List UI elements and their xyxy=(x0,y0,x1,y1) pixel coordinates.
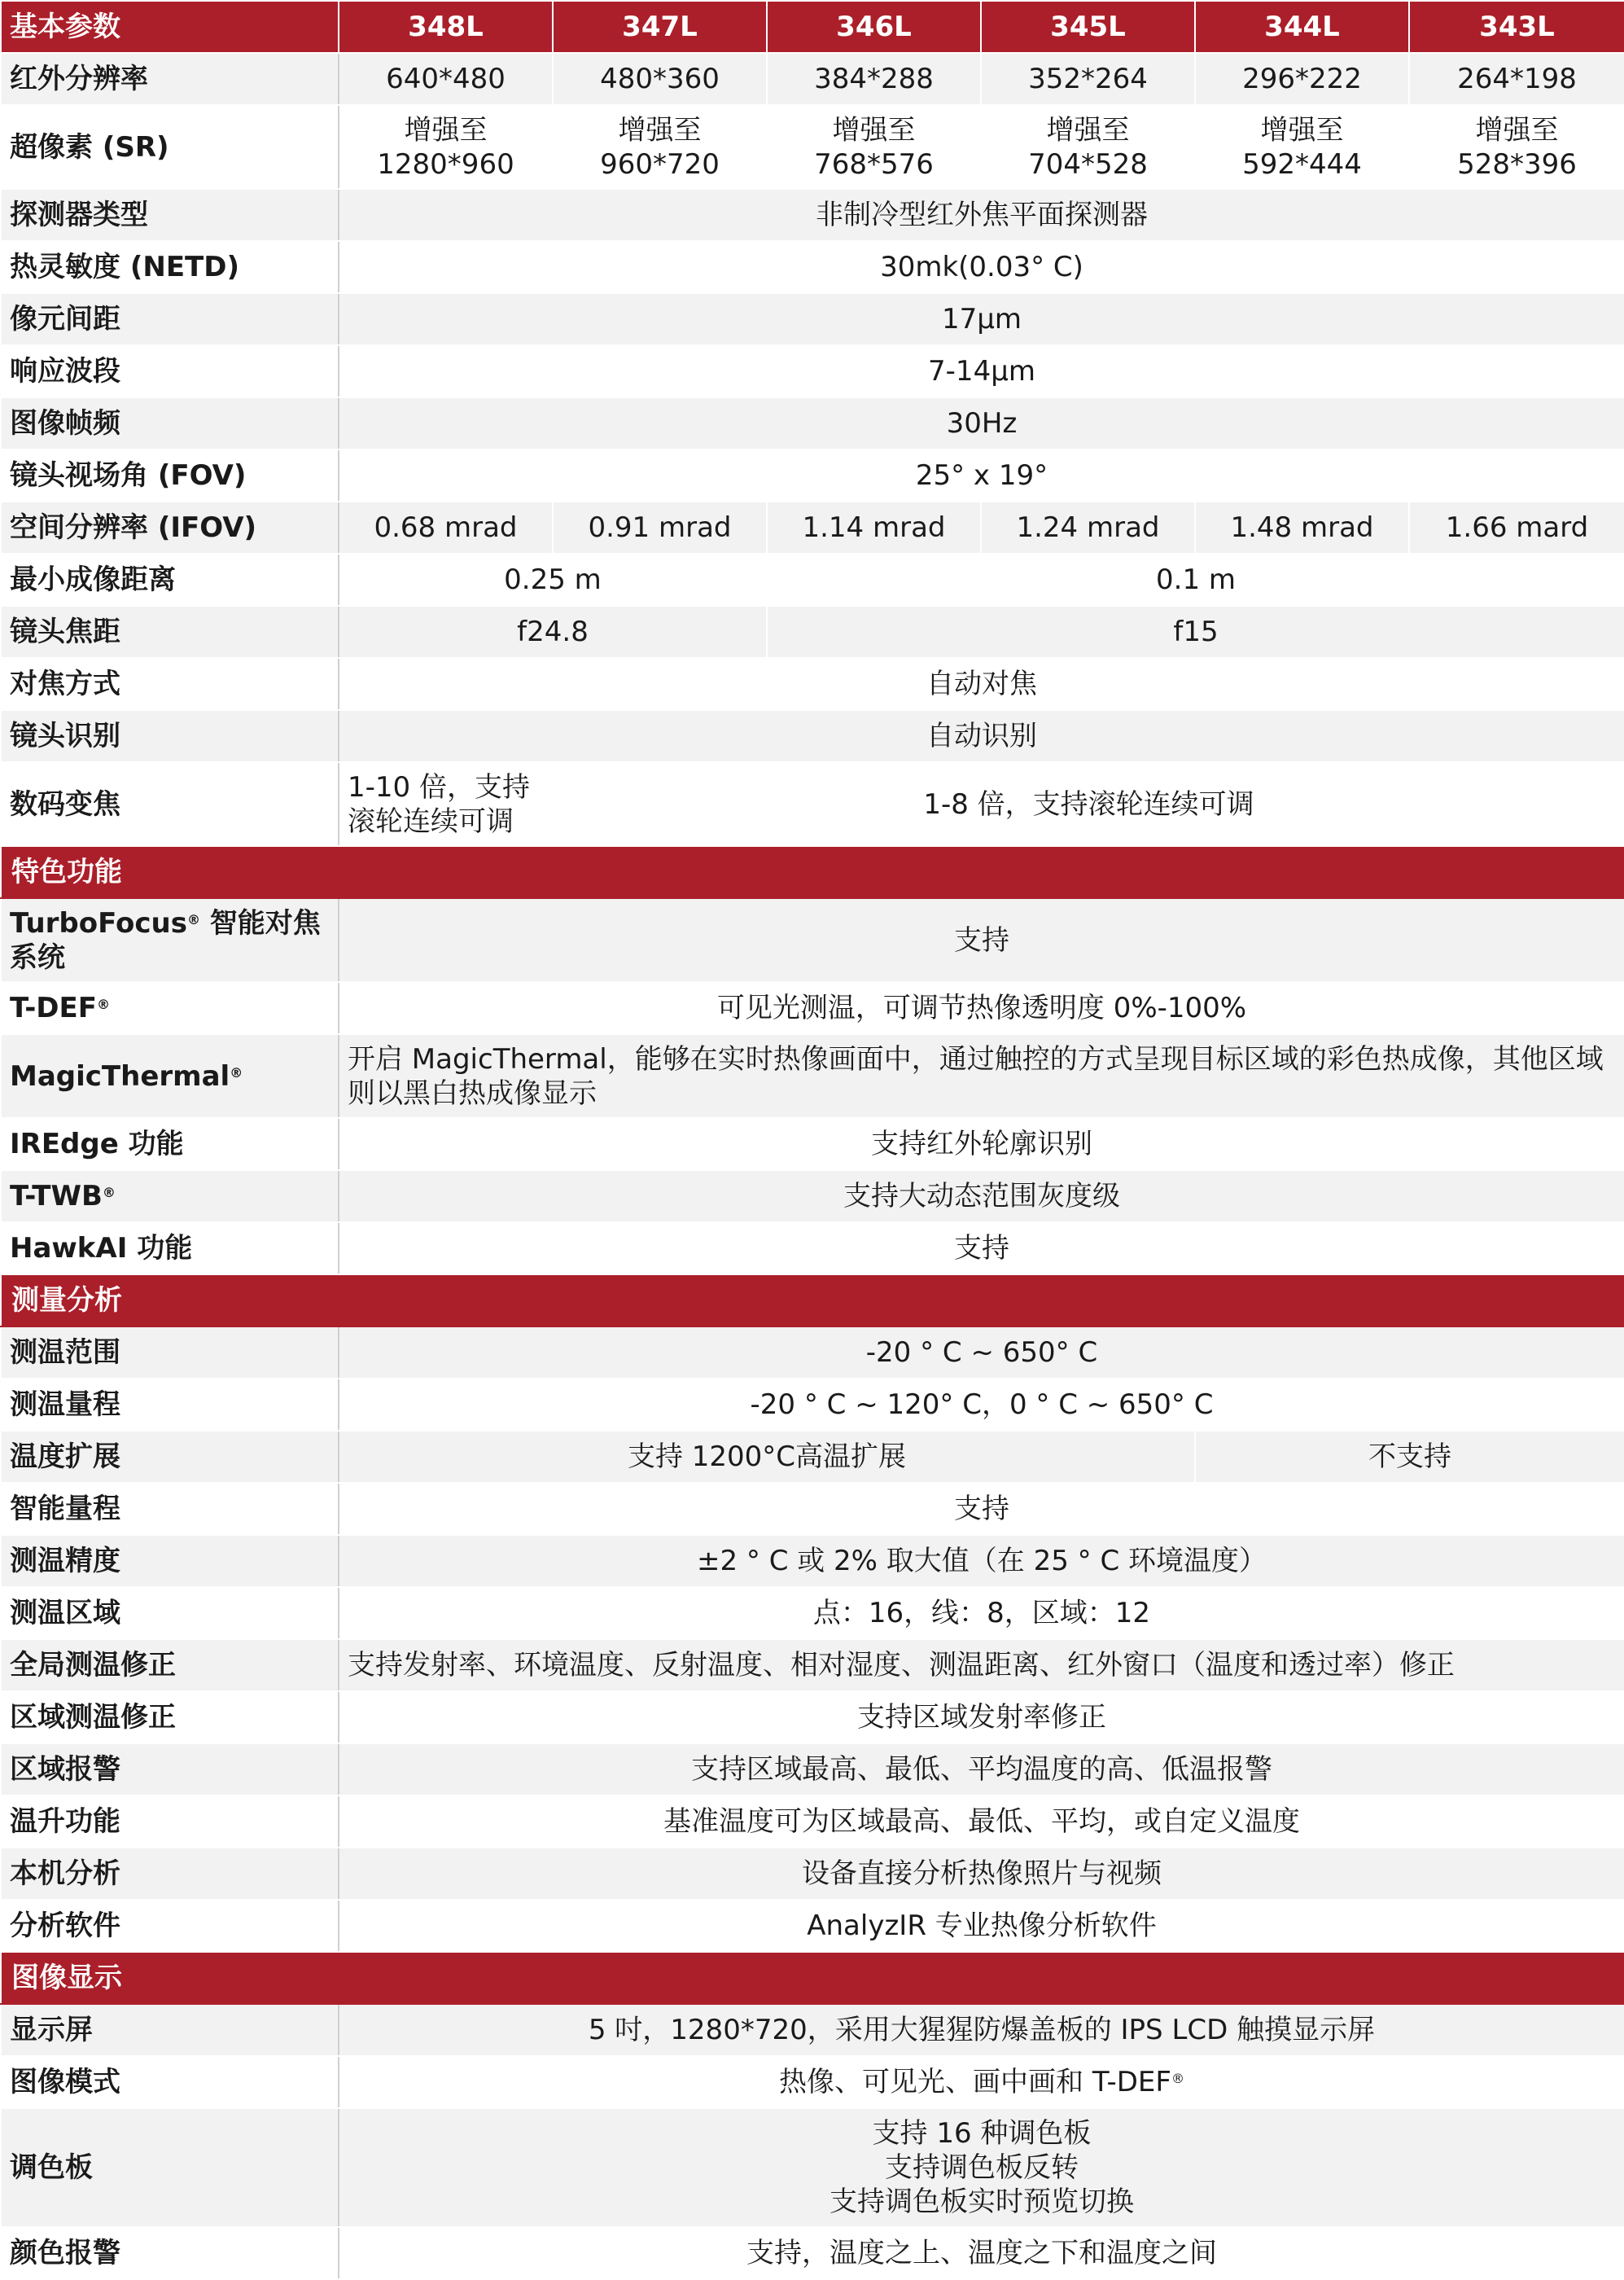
cell-value: 自动对焦 xyxy=(339,658,1624,710)
model-header: 344L xyxy=(1195,1,1409,53)
row-label: 图像模式 xyxy=(1,2056,339,2108)
row-label: 温升功能 xyxy=(1,1796,339,1848)
row-label-suffix: 智能对焦系统 xyxy=(10,906,321,974)
cell-value: 支持 xyxy=(339,1483,1624,1535)
row-label: 智能量程 xyxy=(1,1483,339,1535)
row-digital-zoom xyxy=(1,762,1624,846)
row-label xyxy=(1,982,339,1034)
row-label-name: MagicThermal xyxy=(10,1059,230,1093)
row-label: 测温范围 xyxy=(1,1326,339,1379)
row-ir-resolution xyxy=(1,53,1624,105)
row-global-correction xyxy=(1,1639,1624,1691)
cell-value: 1.24 mrad xyxy=(981,502,1195,554)
cell-value: 支持 xyxy=(339,898,1624,982)
row-iredge xyxy=(1,1118,1624,1170)
row-label: 镜头焦距 xyxy=(1,606,339,658)
cell-value: 640*480 xyxy=(339,53,553,105)
cell-value: 352*264 xyxy=(981,53,1195,105)
row-accuracy xyxy=(1,1535,1624,1587)
row-magicthermal xyxy=(1,1034,1624,1118)
row-label: 显示屏 xyxy=(1,2004,339,2056)
cell-value: 不支持 xyxy=(1195,1431,1624,1483)
row-analysis-software xyxy=(1,1900,1624,1952)
row-label: 最小成像距离 xyxy=(1,554,339,606)
row-label: 镜头视场角 (FOV) xyxy=(1,449,339,502)
row-label: 本机分析 xyxy=(1,1848,339,1900)
row-palette xyxy=(1,2108,1624,2227)
section-header-measurement xyxy=(1,1274,1624,1326)
cell-value: -20 ° C ~ 120° C，0 ° C ~ 650° C xyxy=(339,1379,1624,1431)
row-frame-rate xyxy=(1,397,1624,449)
row-label: 区域测温修正 xyxy=(1,1691,339,1743)
model-header: 348L xyxy=(339,1,553,53)
row-focal-length xyxy=(1,606,1624,658)
palette-line: 支持调色板实时预览切换 xyxy=(830,2186,1134,2218)
cell-value: 1-10 倍，支持 滚轮连续可调 xyxy=(339,762,553,846)
row-hawkai xyxy=(1,1222,1624,1274)
row-label xyxy=(1,1034,339,1118)
cell-value: 1.48 mrad xyxy=(1195,502,1409,554)
section-title: 测量分析 xyxy=(1,1274,1624,1326)
cell-value: 296*222 xyxy=(1195,53,1409,105)
row-spectral-band xyxy=(1,345,1624,397)
cell-value: 支持大动态范围灰度级 xyxy=(339,1170,1624,1222)
registered-mark: ® xyxy=(186,911,200,927)
cell-value: 支持 xyxy=(339,1222,1624,1274)
row-zone-alarm xyxy=(1,1743,1624,1796)
cell-value: 开启 MagicThermal，能够在实时热像画面中，通过触控的方式呈现目标区域的彩色热成像，其他区域则以黑白热成像显示 xyxy=(339,1034,1624,1118)
cell-value: 增强至 528*396 xyxy=(1409,105,1624,189)
row-label: 分析软件 xyxy=(1,1900,339,1952)
model-header: 347L xyxy=(553,1,767,53)
row-label-name: TurboFocus xyxy=(10,906,187,940)
row-temp-span xyxy=(1,1379,1624,1431)
row-min-distance xyxy=(1,554,1624,606)
row-ifov xyxy=(1,502,1624,554)
section-header-display xyxy=(1,1952,1624,2004)
cell-value xyxy=(339,2056,1624,2108)
cell-value: 480*360 xyxy=(553,53,767,105)
cell-value: 可见光测温，可调节热像透明度 0%-100% xyxy=(339,982,1624,1034)
row-label xyxy=(1,1170,339,1222)
row-label: 对焦方式 xyxy=(1,658,339,710)
row-label: 测温量程 xyxy=(1,1379,339,1431)
cell-value: 支持红外轮廓识别 xyxy=(339,1118,1624,1170)
row-super-resolution xyxy=(1,105,1624,189)
row-label: 数码变焦 xyxy=(1,762,339,846)
row-temp-extension xyxy=(1,1431,1624,1483)
palette-line: 支持 16 种调色板 xyxy=(872,2117,1092,2150)
row-label xyxy=(1,898,339,982)
cell-value: 支持发射率、环境温度、反射温度、相对湿度、测温距离、红外窗口（温度和透过率）修正 xyxy=(339,1639,1624,1691)
row-label: 图像帧频 xyxy=(1,397,339,449)
row-focus-mode xyxy=(1,658,1624,710)
section-title-basic: 基本参数 xyxy=(1,1,339,53)
row-label: 测温区域 xyxy=(1,1587,339,1639)
row-label: 空间分辨率 (IFOV) xyxy=(1,502,339,554)
cell-value: ±2 ° C 或 2% 取大值（在 25 ° C 环境温度） xyxy=(339,1535,1624,1587)
cell-value: 1.14 mrad xyxy=(767,502,981,554)
row-onboard-analysis xyxy=(1,1848,1624,1900)
cell-value: -20 ° C ~ 650° C xyxy=(339,1326,1624,1379)
cell-value: 增强至 592*444 xyxy=(1195,105,1409,189)
row-fov xyxy=(1,449,1624,502)
row-label: 响应波段 xyxy=(1,345,339,397)
cell-value: 增强至 704*528 xyxy=(981,105,1195,189)
row-turbofocus xyxy=(1,898,1624,982)
cell-value: 0.1 m xyxy=(767,554,1624,606)
row-smart-span xyxy=(1,1483,1624,1535)
cell-value: 5 吋，1280*720，采用大猩猩防爆盖板的 IPS LCD 触摸显示屏 xyxy=(339,2004,1624,2056)
row-lens-id xyxy=(1,710,1624,762)
row-label: HawkAI 功能 xyxy=(1,1222,339,1274)
cell-value: 384*288 xyxy=(767,53,981,105)
cell-value: 支持区域发射率修正 xyxy=(339,1691,1624,1743)
row-label: 区域报警 xyxy=(1,1743,339,1796)
row-netd xyxy=(1,241,1624,293)
cell-value: 支持，温度之上、温度之下和温度之间 xyxy=(339,2227,1624,2279)
cell-value: f15 xyxy=(767,606,1624,658)
row-ttwb xyxy=(1,1170,1624,1222)
row-label: 镜头识别 xyxy=(1,710,339,762)
cell-value: 30mk(0.03° C) xyxy=(339,241,1624,293)
cell-value: 增强至 768*576 xyxy=(767,105,981,189)
section-title: 图像显示 xyxy=(1,1952,1624,2004)
cell-value: AnalyzIR 专业热像分析软件 xyxy=(339,1900,1624,1952)
row-detector xyxy=(1,189,1624,241)
cell-value: 点：16，线：8，区域：12 xyxy=(339,1587,1624,1639)
section-header-features xyxy=(1,846,1624,898)
model-header: 346L xyxy=(767,1,981,53)
registered-mark: ® xyxy=(96,997,110,1012)
cell-value: 设备直接分析热像照片与视频 xyxy=(339,1848,1624,1900)
cell-value: 0.91 mrad xyxy=(553,502,767,554)
row-measure-zones xyxy=(1,1587,1624,1639)
cell-value: f24.8 xyxy=(339,606,767,658)
registered-mark: ® xyxy=(102,1185,116,1200)
row-label: IREdge 功能 xyxy=(1,1118,339,1170)
row-zone-correction xyxy=(1,1691,1624,1743)
row-label: 探测器类型 xyxy=(1,189,339,241)
registered-mark: ® xyxy=(1171,2071,1184,2086)
cell-value: 0.25 m xyxy=(339,554,767,606)
cell-value: 支持区域最高、最低、平均温度的高、低温报警 xyxy=(339,1743,1624,1796)
row-color-alarm xyxy=(1,2227,1624,2279)
cell-value: 1.66 mard xyxy=(1409,502,1624,554)
row-label: 温度扩展 xyxy=(1,1431,339,1483)
row-pixel-pitch xyxy=(1,293,1624,345)
cell-value: 增强至 960*720 xyxy=(553,105,767,189)
row-tdef xyxy=(1,982,1624,1034)
row-label: 热灵敏度 (NETD) xyxy=(1,241,339,293)
cell-value: 增强至 1280*960 xyxy=(339,105,553,189)
palette-line: 支持调色板反转 xyxy=(885,2151,1079,2184)
row-label: 红外分辨率 xyxy=(1,53,339,105)
row-label-name: T-DEF xyxy=(10,992,97,1024)
row-label: 超像素 (SR) xyxy=(1,105,339,189)
row-label: 颜色报警 xyxy=(1,2227,339,2279)
cell-value: 17μm xyxy=(339,293,1624,345)
registered-mark: ® xyxy=(230,1064,243,1081)
row-temp-rise xyxy=(1,1796,1624,1848)
cell-value: 非制冷型红外焦平面探测器 xyxy=(339,189,1624,241)
row-temp-range xyxy=(1,1326,1624,1379)
header-row xyxy=(1,1,1624,53)
cell-value: 25° x 19° xyxy=(339,449,1624,502)
row-label: 全局测温修正 xyxy=(1,1639,339,1691)
cell-value xyxy=(339,2108,1624,2227)
model-header: 345L xyxy=(981,1,1195,53)
cell-value: 264*198 xyxy=(1409,53,1624,105)
cell-value: 1-8 倍，支持滚轮连续可调 xyxy=(553,762,1624,846)
cell-value: 支持 1200°C高温扩展 xyxy=(339,1431,1195,1483)
row-label: 调色板 xyxy=(1,2108,339,2227)
cell-value: 基准温度可为区域最高、最低、平均，或自定义温度 xyxy=(339,1796,1624,1848)
cell-text: 热像、可见光、画中画和 T-DEF xyxy=(779,2066,1171,2098)
cell-value: 7-14μm xyxy=(339,345,1624,397)
section-title: 特色功能 xyxy=(1,846,1624,898)
cell-value: 30Hz xyxy=(339,397,1624,449)
row-screen xyxy=(1,2004,1624,2056)
row-label-name: T-TWB xyxy=(10,1180,103,1212)
row-image-mode xyxy=(1,2056,1624,2108)
cell-value: 0.68 mrad xyxy=(339,502,553,554)
row-label: 像元间距 xyxy=(1,293,339,345)
row-label: 测温精度 xyxy=(1,1535,339,1587)
cell-value: 自动识别 xyxy=(339,710,1624,762)
model-header: 343L xyxy=(1409,1,1624,53)
